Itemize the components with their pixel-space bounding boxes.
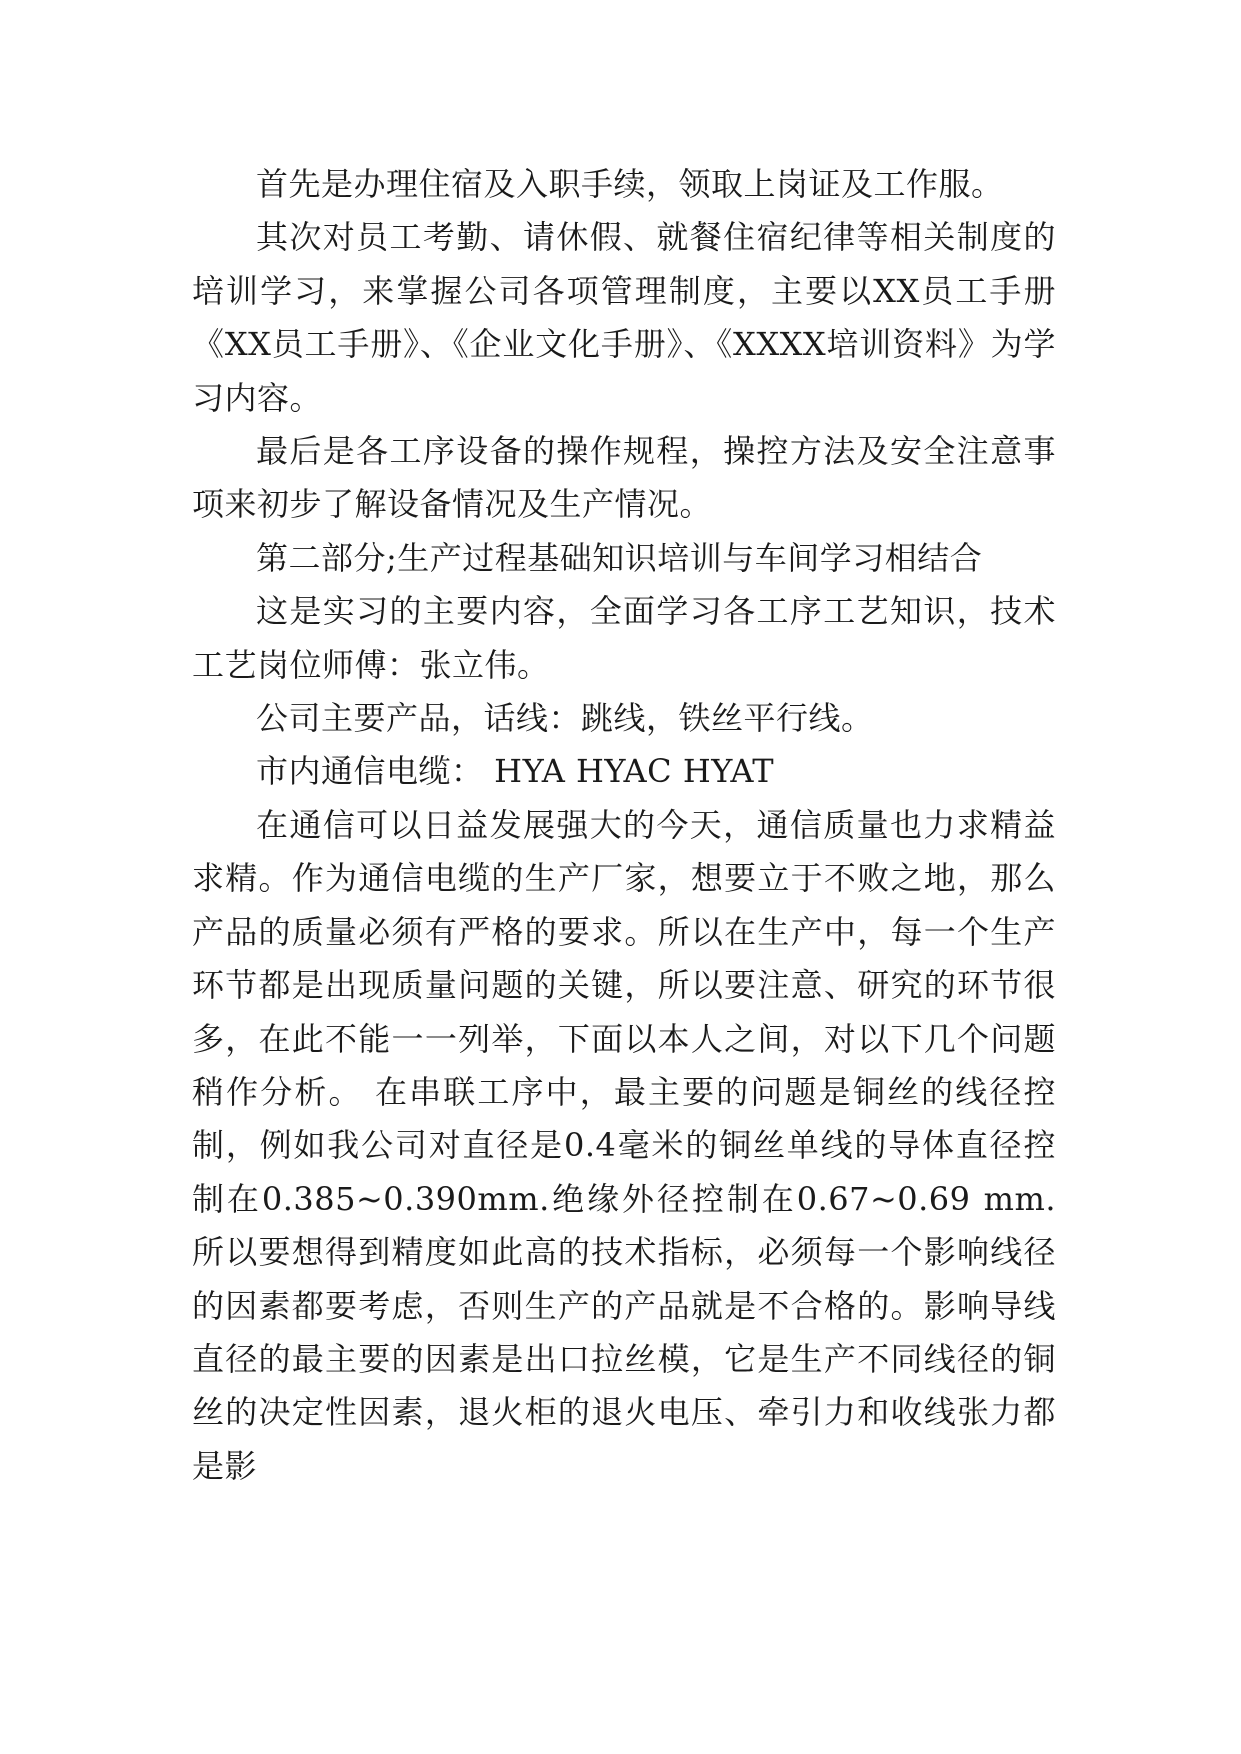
paragraph-quality-analysis: 在通信可以日益发展强大的今天，通信质量也力求精益求精。作为通信电缆的生产厂家，想要立于不败之地，那么产品的质量必须有严格的要求。所以在生产中，每一个生产环节都是出现质量问题的关键，所以要注意、研究的环节很多，在此不能一一列举，下面以本人之间，对以下几个问题稍作分析。 在串联工序中，最主要的问题是铜丝的线径控制，例如我公司对直径是0.4毫米的铜丝单线的导体直径控制在0.385~0.390mm.绝缘外径控制在0.67~0.69 mm. 所以要想得到精度如此高的技术指标，必须每一个影响线径的因素都要考虑，否则生产的产品就是不合格的。影响导线直径的最主要的因素是出口拉丝模，它是生产不同线径的铜丝的决定性因素，退火柜的退火电压、牵引力和收线张力都是影	[192, 805, 1056, 1485]
paragraph-part-two-heading: 第二部分;生产过程基础知识培训与车间学习相结合	[256, 538, 983, 577]
paragraph-main-content: 这是实习的主要内容，全面学习各工序工艺知识，技术工艺岗位师傅：张立伟。	[192, 592, 1056, 684]
paragraph-main-products: 公司主要产品，话线：跳线，铁丝平行线。	[256, 699, 874, 738]
paragraph-equipment-procedures: 最后是各工序设备的操作规程，操控方法及安全注意事项来初步了解设备情况及生产情况。	[192, 432, 1056, 524]
paragraph-rules-training: 其次对员工考勤、请休假、就餐住宿纪律等相关制度的培训学习，来掌握公司各项管理制度，主要以XX员工手册《XX员工手册》、《企业文化手册》、《XXXX培训资料》为学习内容。	[192, 218, 1056, 417]
paragraph-onboarding: 首先是办理住宿及入职手续，领取上岗证及工作服。	[256, 165, 1004, 203]
paragraph-telecom-cable: 市内通信电缆： HYA HYAC HYAT	[256, 752, 775, 791]
document-body	[192, 158, 1056, 1493]
